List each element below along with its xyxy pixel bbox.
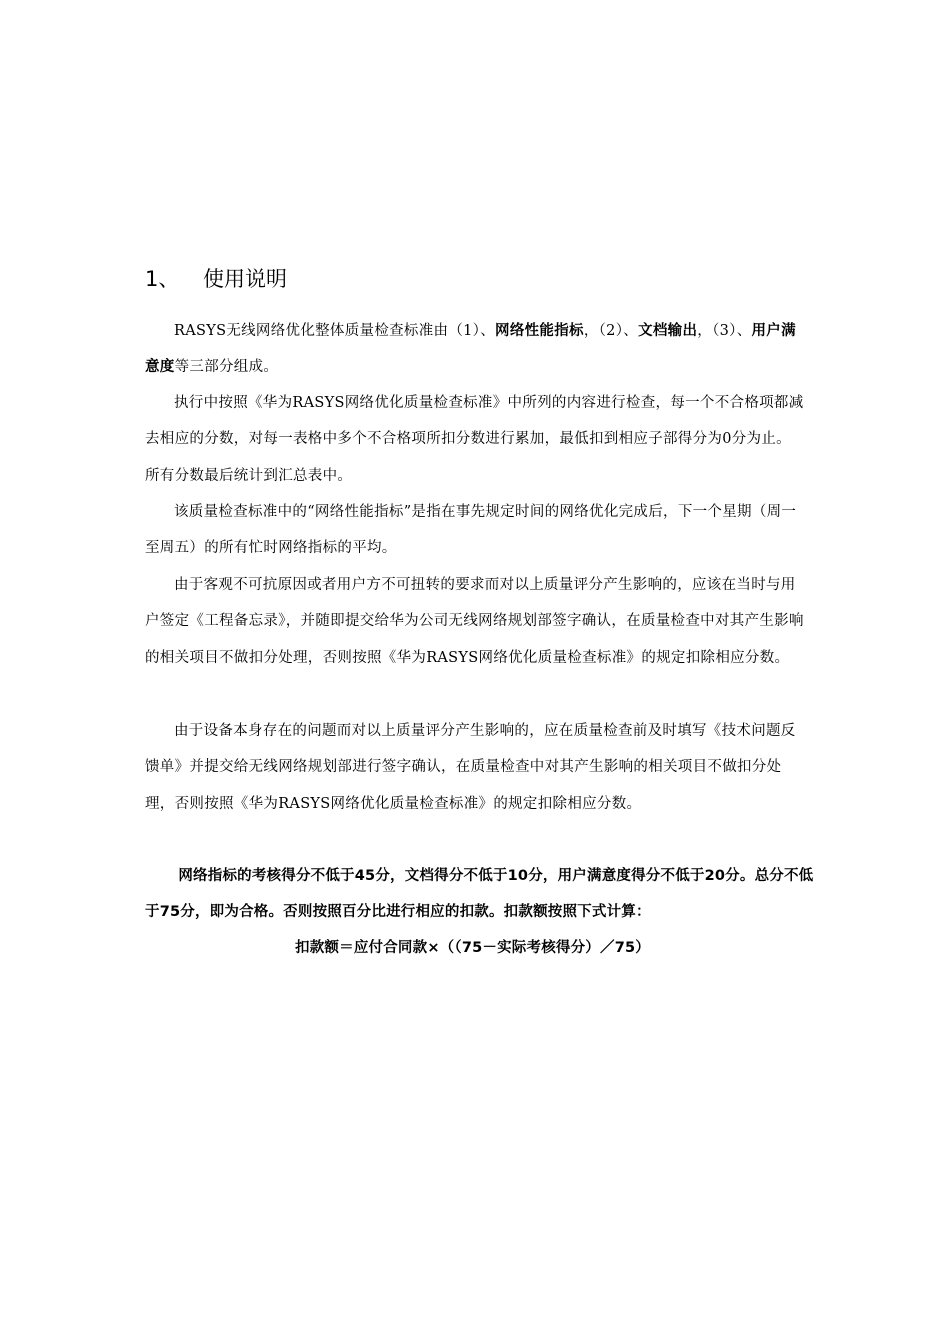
summary-block: [145, 858, 820, 966]
paragraph-text: RASYS无线网络优化整体质量检查标准由（1）、: [174, 323, 496, 339]
paragraph-text: 等三部分组成。: [174, 359, 279, 376]
section-number: 1、: [145, 267, 180, 291]
paragraph-text: ，（3）、: [697, 323, 752, 339]
deduction-formula: 扣款额＝应付合同款×（（75－实际考核得分）／75）: [295, 940, 650, 956]
paragraph-execution: [145, 385, 805, 494]
paragraph-components: [145, 313, 805, 386]
bold-term-user-satisfaction: 用户满意度: [145, 323, 796, 376]
paragraph-text: 该质量检查标准中的“网络性能指标”是指在事先规定时间的网络优化完成后，下一个星期（周一至周五）的所有忙时网络指标的平均。: [145, 504, 797, 557]
paragraph-text: ，（2）、: [583, 323, 639, 339]
bold-term-document-output: 文档输出: [638, 323, 698, 339]
summary-text: 网络指标的考核得分不低于45分，文档得分不低于10分，用户满意度得分不低于20分。总分不低于75分，即为合格。否则按照百分比进行相应的扣款。扣款额按照下式计算：: [145, 868, 814, 920]
paragraph-network-indicators: [145, 494, 805, 567]
bold-term-network-performance: 网络性能指标: [495, 323, 584, 339]
paragraph-text: 由于客观不可抗原因或者用户方不可扭转的要求而对以上质量评分产生影响的，应该在当时与用户签定《工程备忘录》，并随即提交给华为公司无线网络规划部签字确认，在质量检查中对其产生影响的相关项目不做扣分处理，否则按照《华为RASYS网络优化质量检查标准》的规定扣除相应分数。: [145, 577, 804, 666]
section-title: 使用说明: [203, 267, 287, 291]
paragraph-equipment-issues: [145, 713, 805, 822]
section-heading: [145, 264, 287, 294]
paragraph-text: 由于设备本身存在的问题而对以上质量评分产生影响的，应在质量检查前及时填写《技术问题反馈单》并提交给无线网络规划部进行签字确认，在质量检查中对其产生影响的相关项目不做扣分处理，否则按照《华为RASYS网络优化质量检查标准》的规定扣除相应分数。: [145, 723, 796, 812]
paragraph-text: 执行中按照《华为RASYS网络优化质量检查标准》中所列的内容进行检查，每一个不合格项都减去相应的分数，对每一表格中多个不合格项所扣分数进行累加，最低扣到相应子部得分为0分为止。所有分数最后统计到汇总表中。: [145, 395, 804, 484]
paragraph-force-majeure: [145, 567, 805, 676]
